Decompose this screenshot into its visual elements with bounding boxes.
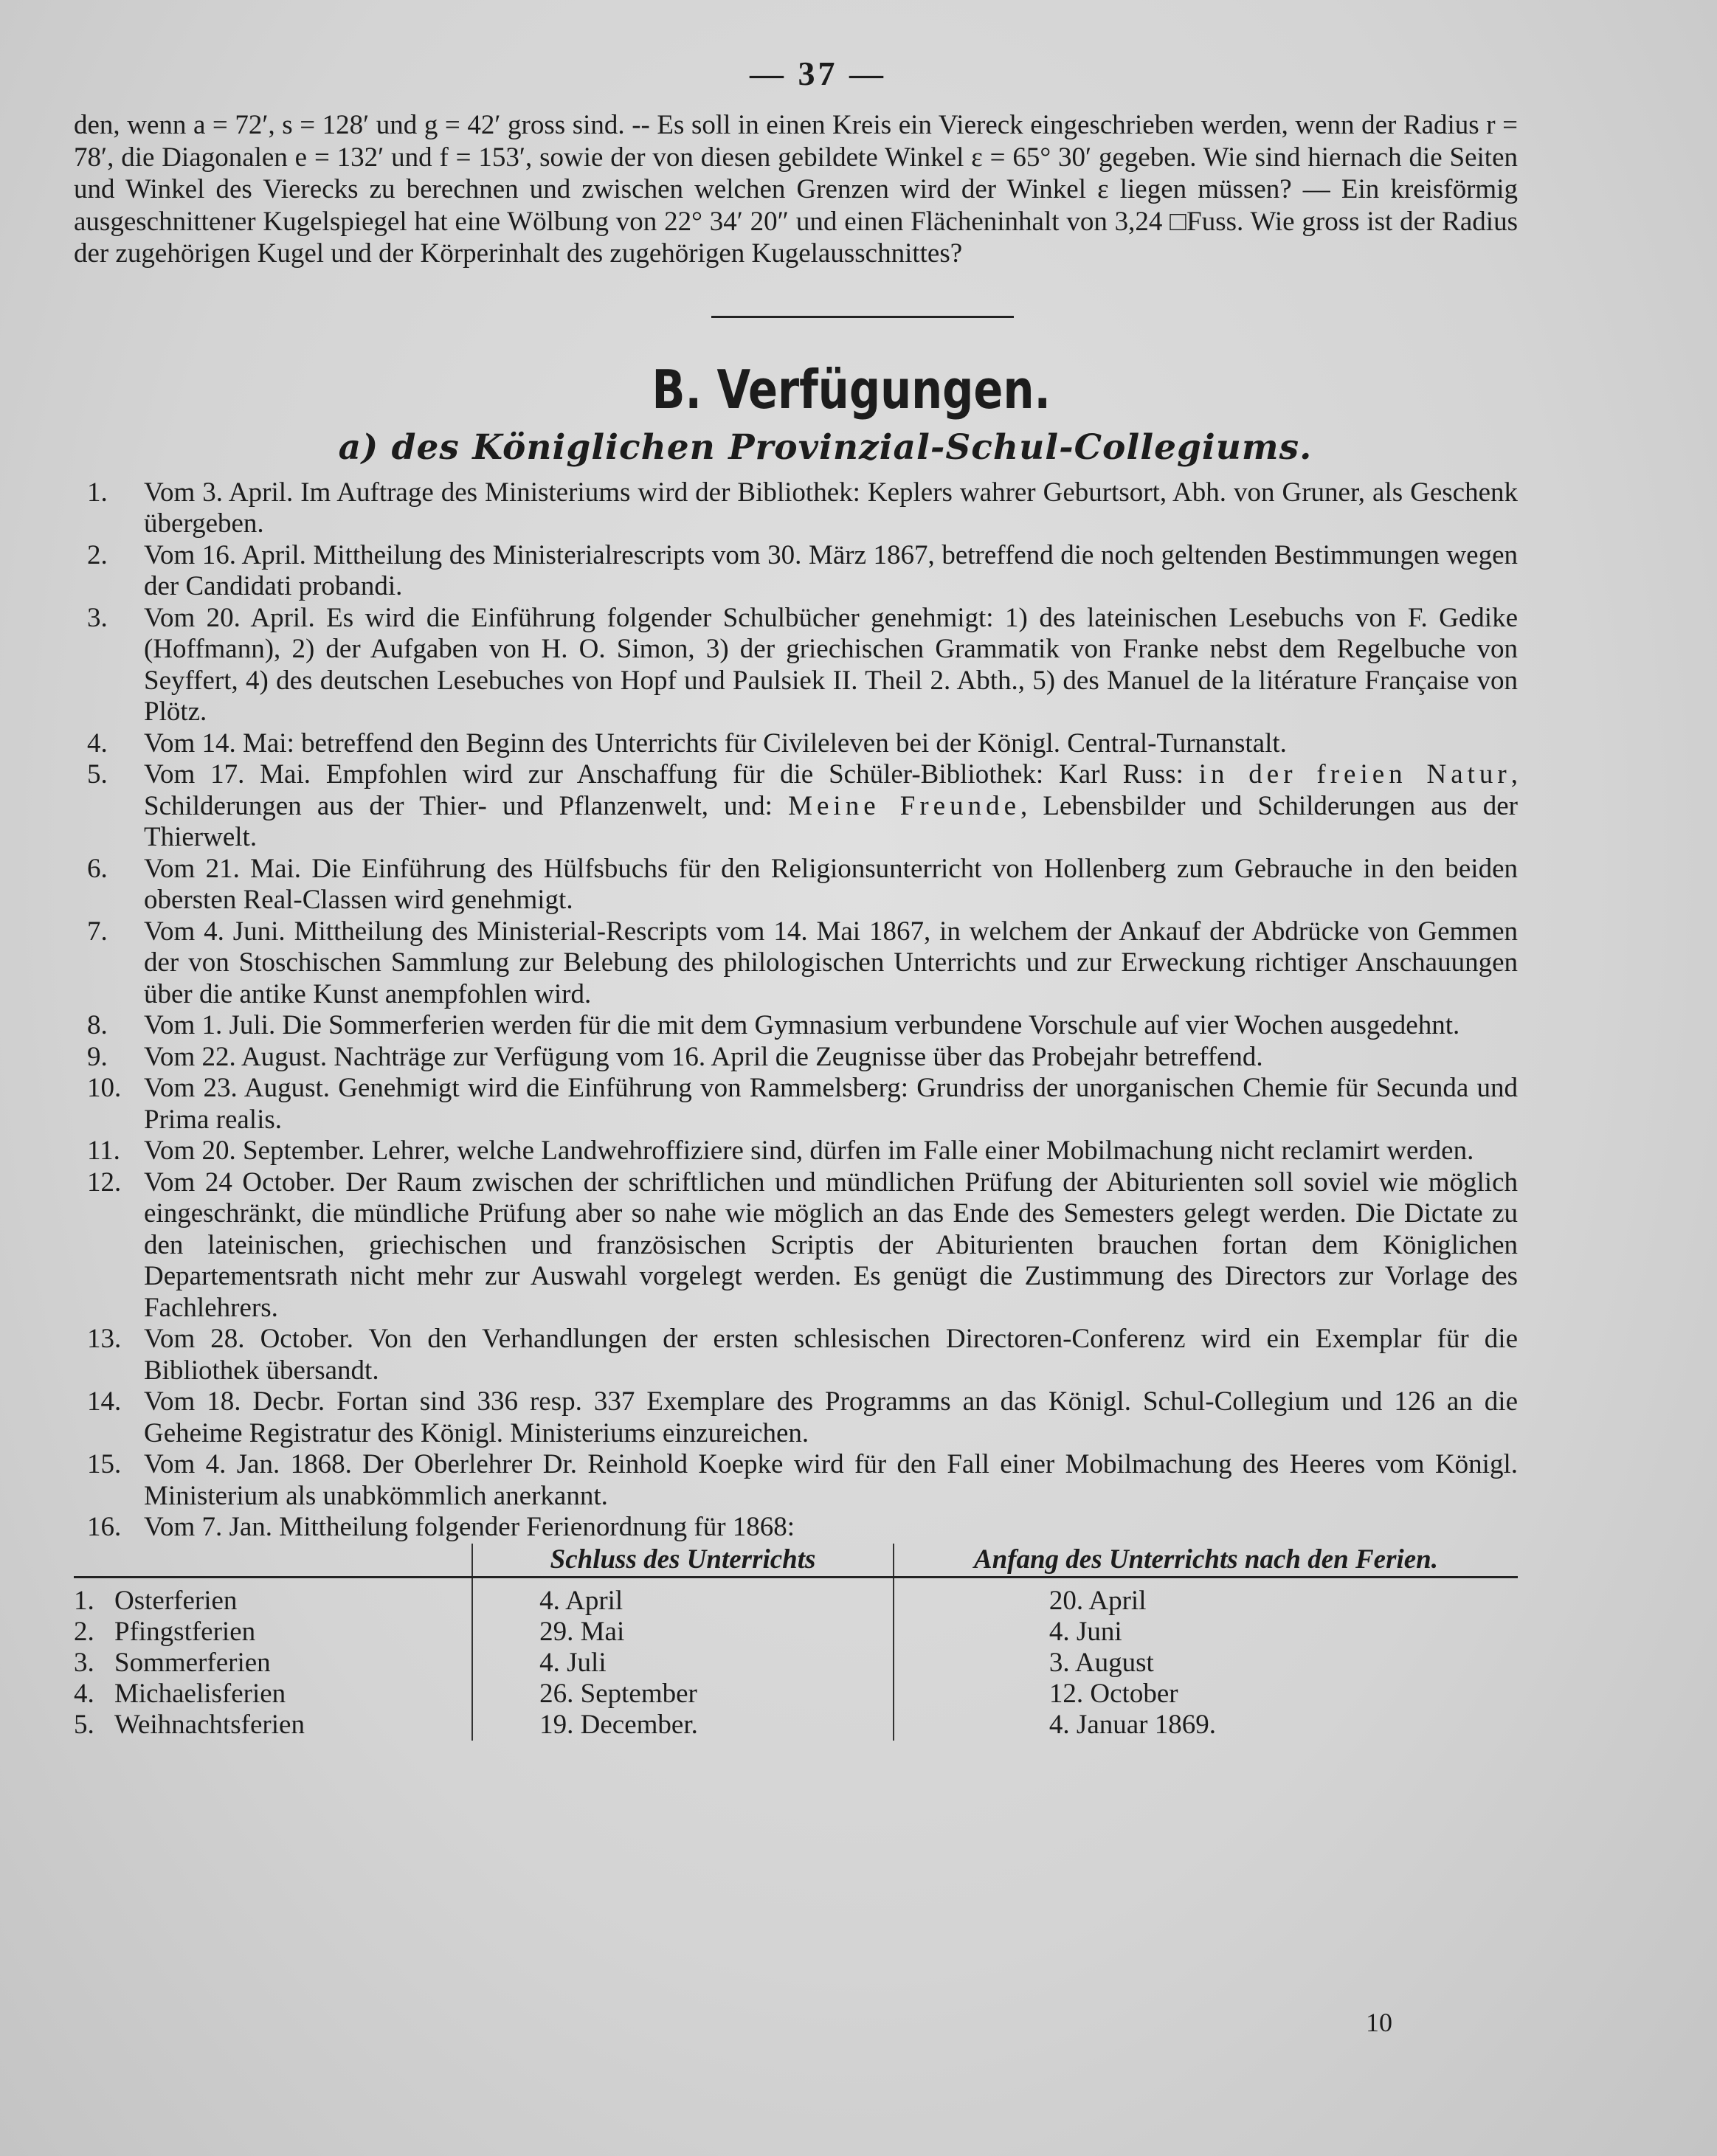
signature-mark: 10	[1366, 2008, 1392, 2037]
book-title: Meine Freunde	[788, 790, 1021, 821]
decree-entry-8	[74, 1010, 1518, 1042]
end-date: 4. Juli	[539, 1647, 607, 1678]
table-header-cell: Schluss des Unterrichts	[472, 1544, 894, 1578]
section-divider	[711, 316, 1014, 318]
decree-entry-10	[74, 1073, 1518, 1136]
entry-number: 11.	[87, 1136, 120, 1166]
end-date: 19. December.	[539, 1709, 698, 1740]
start-date: 3. August	[1048, 1647, 1154, 1678]
entry-text: Vom 20. September. Lehrer, welche Landwehroffiziere sind, dürfen im Falle einer Mobilmachung nicht reclamirt werden.	[144, 1136, 1474, 1166]
entry-text: Vom 1. Juli. Die Sommerferien werden für die mit dem Gymnasium verbundene Vorschule auf vier Wochen ausgedehnt.	[144, 1010, 1460, 1040]
end-date: 26. September	[539, 1678, 697, 1709]
decree-entry-6	[74, 854, 1518, 916]
entry-number: 5.	[87, 759, 108, 790]
entry-text-part: Vom 17. Mai. Empfohlen wird zur Anschaffung für die Schüler-Bibliothek: Karl Russ:	[144, 759, 1199, 790]
start-date: 20. April	[1048, 1585, 1147, 1616]
book-title: in der freien Natur	[1198, 759, 1511, 790]
vacation-name	[74, 1617, 471, 1648]
vacation-names-column	[74, 1577, 472, 1741]
entry-number: 2.	[87, 539, 108, 570]
vacation-number: 3.	[74, 1647, 94, 1678]
vacation-label: Osterferien	[114, 1585, 238, 1616]
start-date: 4. Januar 1869.	[1048, 1709, 1216, 1740]
decree-entry-16	[74, 1512, 1518, 1544]
decree-entry-1	[74, 477, 1518, 540]
decree-entry-12	[74, 1167, 1518, 1324]
vacation-number: 1.	[74, 1585, 94, 1616]
intro-paragraph: den, wenn a = 72′, s = 128′ und g = 42′ gross sind. -- Es soll in einen Kreis ein Viereck eingeschrieben werden, wenn der Radius r = 78′, die Diagonalen e = 132′ und f = 153′, sowie der von diesen gebildete Winkel ε = 65° 30′ gegeben. Wie sind hiernach die Seiten und Winkel des Vierecks zu berechnen und zwischen welchen Grenzen wird der Winkel ε liegen müssen? — Ein kreisförmig ausgeschnittener Kugelspiegel hat eine Wölbung von 22° 34′ 20″ und einen Flächeninhalt von 3,24 □Fuss. Wie gross ist der Radius der zugehörigen Kugel und der Körperinhalt des zugehörigen Kugelausschnittes?	[74, 110, 1518, 269]
entry-number: 9.	[87, 1041, 108, 1072]
vacation-number: 4.	[74, 1678, 94, 1709]
decree-entry-5	[74, 759, 1518, 854]
entry-text: Vom 14. Mai: betreffend den Beginn des Unterrichts für Civileleven bei der Königl. Central-Turnanstalt.	[144, 728, 1287, 759]
vacation-name	[74, 1710, 471, 1741]
entry-number: 3.	[87, 602, 108, 633]
subsection-title: a) des Königlichen Provinzial-Schul-Collegiums.	[338, 426, 1313, 468]
entry-text: Vom 4. Jan. 1868. Der Oberlehrer Dr. Reinhold Koepke wird für den Fall einer Mobilmachung des Heeres vom Königl. Ministerium als unabkömmlich anerkannt.	[144, 1449, 1518, 1511]
entry-number: 15.	[87, 1449, 122, 1479]
entry-number: 12.	[87, 1167, 122, 1198]
decree-entry-4	[74, 728, 1518, 760]
vacation-name	[74, 1586, 471, 1617]
vacation-label: Sommerferien	[114, 1647, 271, 1678]
entry-text: Vom 4. Juni. Mittheilung des Ministerial-Rescripts vom 14. Mai 1867, in welchem der Ankauf der Abdrücke von Gemmen der von Stoschischen Sammlung zur Belebung des philologischen Unterrichts und zur Erweckung richtiger Anschauungen über die antike Kunst anempfohlen wird.	[144, 916, 1518, 1009]
start-date: 12. October	[1048, 1678, 1178, 1709]
vacation-table	[74, 1544, 1518, 1741]
end-date: 29. Mai	[539, 1616, 625, 1647]
page-number: — 37 —	[750, 55, 886, 92]
entry-number: 7.	[87, 916, 108, 947]
decree-entry-3	[74, 603, 1518, 728]
entry-text: Vom 23. August. Genehmigt wird die Einführung von Rammelsberg: Grundriss der unorganischen Chemie für Secunda und Prima realis.	[144, 1073, 1518, 1135]
decree-entry-13	[74, 1324, 1518, 1386]
entry-text: Vom 16. April. Mittheilung des Ministerialrescripts vom 30. März 1867, betreffend die noch geltenden Bestimmungen wegen der Candidati probandi.	[144, 539, 1518, 601]
entry-number: 8.	[87, 1010, 108, 1040]
decree-entry-2	[74, 540, 1518, 603]
table-header-cell	[74, 1544, 472, 1578]
decree-entry-7	[74, 916, 1518, 1011]
entry-number: 13.	[87, 1324, 122, 1354]
entry-text: Vom 20. April. Es wird die Einführung folgender Schulbücher genehmigt: 1) des lateinischen Lesebuchs von F. Gedike (Hoffmann), 2) der Aufgaben von H. O. Simon, 3) der griechischen Grammatik von Franke nebst dem Regelbuche von Seyffert, 4) des deutschen Lesebuches von Hopf und Paulsiek II. Theil 2. Abth., 5) des Manuel de la litérature Française von Plötz.	[144, 602, 1518, 727]
decree-entry-9	[74, 1042, 1518, 1074]
entry-number: 1.	[87, 477, 108, 508]
vacation-label: Weihnachtsferien	[114, 1709, 305, 1740]
entry-text: Vom 28. October. Von den Verhandlungen der ersten schlesischen Directoren-Conferenz wird ein Exemplar für die Bibliothek übersandt.	[144, 1324, 1518, 1386]
entry-number: 4.	[87, 728, 108, 759]
decree-entry-15	[74, 1449, 1518, 1512]
entry-text: Vom 24 October. Der Raum zwischen der schriftlichen und mündlichen Prüfung der Abiturienten soll soviel wie möglich eingeschränkt, die mündliche Prüfung aber so nahe wie möglich an das Ende des Semesters gelegt werden. Die Dictate zu den lateinischen, griechischen und französischen Scriptis der Abiturienten brauchen fortan dem Königlichen Departementsrath nicht mehr zur Auswahl vorgelegt werden. Es genügt die Zustimmung des Directors zur Vorlage des Fachlehrers.	[144, 1167, 1518, 1323]
entry-number: 10.	[87, 1073, 122, 1103]
decree-list	[74, 477, 1518, 1544]
end-date: 4. April	[539, 1585, 623, 1616]
decree-entry-14	[74, 1386, 1518, 1449]
vacation-name	[74, 1679, 471, 1710]
vacation-name	[74, 1648, 471, 1679]
section-title: B. Verfügungen.	[652, 358, 1051, 421]
entry-number: 14.	[87, 1386, 122, 1417]
vacation-label: Michaelisferien	[114, 1678, 286, 1709]
entry-number: 6.	[87, 853, 108, 884]
vacation-label: Pfingstferien	[114, 1616, 256, 1647]
start-dates-column	[894, 1577, 1518, 1741]
vacation-number: 5.	[74, 1709, 94, 1740]
entry-text: Vom 21. Mai. Die Einführung des Hülfsbuchs für den Religionsunterricht von Hollenberg zum Gebrauche in den beiden obersten Real-Classen wird genehmigt.	[144, 853, 1518, 915]
start-date: 4. Juni	[1048, 1616, 1122, 1647]
table-header-row	[74, 1544, 1518, 1578]
entry-text-part: , Schilderungen aus der Thier- und Pflanzenwelt, und:	[144, 759, 1518, 821]
entry-text: Vom 18. Decbr. Fortan sind 336 resp. 337 Exemplare des Programms an das Königl. Schul-Collegium und 126 an die Geheime Registratur des Königl. Ministeriums einzureichen.	[144, 1386, 1518, 1448]
entry-text-part: , Lebensbilder und Schilderungen aus der Thierwelt.	[144, 790, 1518, 852]
entry-number: 16.	[87, 1512, 122, 1542]
decree-entry-11	[74, 1136, 1518, 1167]
table-header-cell: Anfang des Unterrichts nach den Ferien.	[894, 1544, 1518, 1578]
entry-text: Vom 7. Jan. Mittheilung folgender Ferienordnung für 1868:	[144, 1512, 795, 1542]
vacation-number: 2.	[74, 1616, 94, 1647]
entry-text: Vom 3. April. Im Auftrage des Ministeriums wird der Bibliothek: Keplers wahrer Geburtsort, Abh. von Gruner, als Geschenk übergeben.	[144, 477, 1518, 539]
entry-text	[144, 759, 1518, 854]
entry-text: Vom 22. August. Nachträge zur Verfügung vom 16. April die Zeugnisse über das Probejahr betreffend.	[144, 1041, 1263, 1072]
table-row	[74, 1577, 1518, 1741]
end-dates-column	[472, 1577, 894, 1741]
